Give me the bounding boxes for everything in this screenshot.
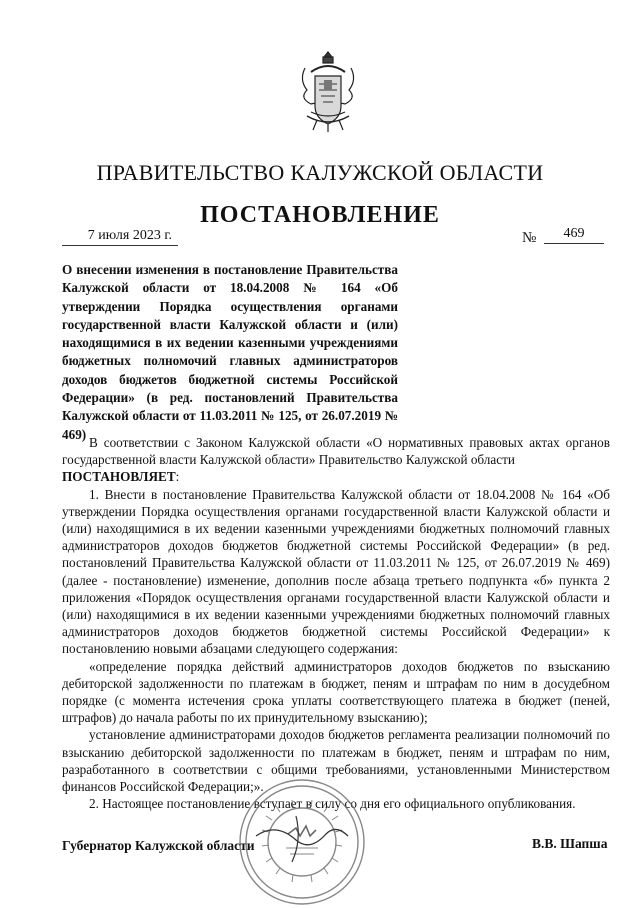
official-seal	[236, 776, 368, 908]
quote-1-paragraph: «определение порядка действий администраторов доходов бюджетов по взысканию дебиторской задолженности по платежам в бюджет, пеням и штрафам по ним в досудебном порядке (с момента истечения срока уплаты соответствующего платежа в бюджет (пеней, штрафов) до начала работы по их принудительному взысканию);	[62, 658, 610, 726]
government-title: ПРАВИТЕЛЬСТВО КАЛУЖСКОЙ ОБЛАСТИ	[96, 160, 544, 185]
item-2-paragraph: 2. Настоящее постановление вступает в силу со дня его официального опубликования.	[89, 796, 576, 812]
document-subject: О внесении изменения в постановление Правительства Калужской области от 18.04.2008 № 164 «Об утверждении Порядка осуществления органами государственной власти Калужской области и (или) находящимися в их ведении казенными учреждениями бюджетных полномочий главных администраторов доходов бюджетов бюджетной системы Российской Федерации» (в ред. постановлений Правительства Калужской области от 11.03.2011 № 125, от 26.07.2019 № 469)	[62, 262, 398, 442]
decree-word: ПОСТАНОВЛЯЕТ	[62, 469, 176, 485]
document-number: 469	[544, 226, 604, 244]
signer-name: В.В. Шапша	[532, 836, 608, 851]
decree-colon: :	[175, 469, 180, 485]
document-number-label: №	[522, 230, 537, 246]
document-type: ПОСТАНОВЛЕНИЕ	[200, 202, 440, 228]
item-1-paragraph: 1. Внести в постановление Правительства Калужской области от 18.04.2008 № 164 «Об утверждении Порядка осуществления органами государственной власти Калужской области и (или) находящимися в их ведении казенными учреждениями бюджетных полномочий главных администраторов доходов бюджетов бюджетной системы Российской Федерации» (в ред. постановлений Правительства Калужской области от 11.03.2011 № 125, от 26.07.2019 № 469) (далее - постановление) изменение, дополнив после абзаца третьего подпункта «б» пункта 2 приложения «Порядок осуществления органами государственной власти Калужской области и (или) находящимися в их ведении казенными учреждениями бюджетных полномочий главных администраторов доходов бюджетов бюджетной системы Российской Федерации» к постановлению новыми абзацами следующего содержания:	[62, 486, 610, 657]
intro-paragraph: В соответствии с Законом Калужской области «О нормативных правовых актах органов государственной власти Калужской области» Правительство Калужской области	[62, 435, 610, 468]
signer-title: Губернатор Калужской области	[62, 838, 255, 853]
document-body	[62, 434, 610, 812]
document-date: 7 июля 2023 г.	[62, 228, 178, 246]
decree-line	[62, 468, 610, 485]
quote-2-paragraph: установление администраторами доходов бюджетов регламента реализации полномочий по взысканию дебиторской задолженности по платежам в бюджет, пеням и штрафам по ним, разработанного в соответствии с общими требованиями, установленными Министерством финансов Российской Федерации;».	[62, 727, 610, 795]
coat-of-arms-emblem	[297, 50, 359, 134]
